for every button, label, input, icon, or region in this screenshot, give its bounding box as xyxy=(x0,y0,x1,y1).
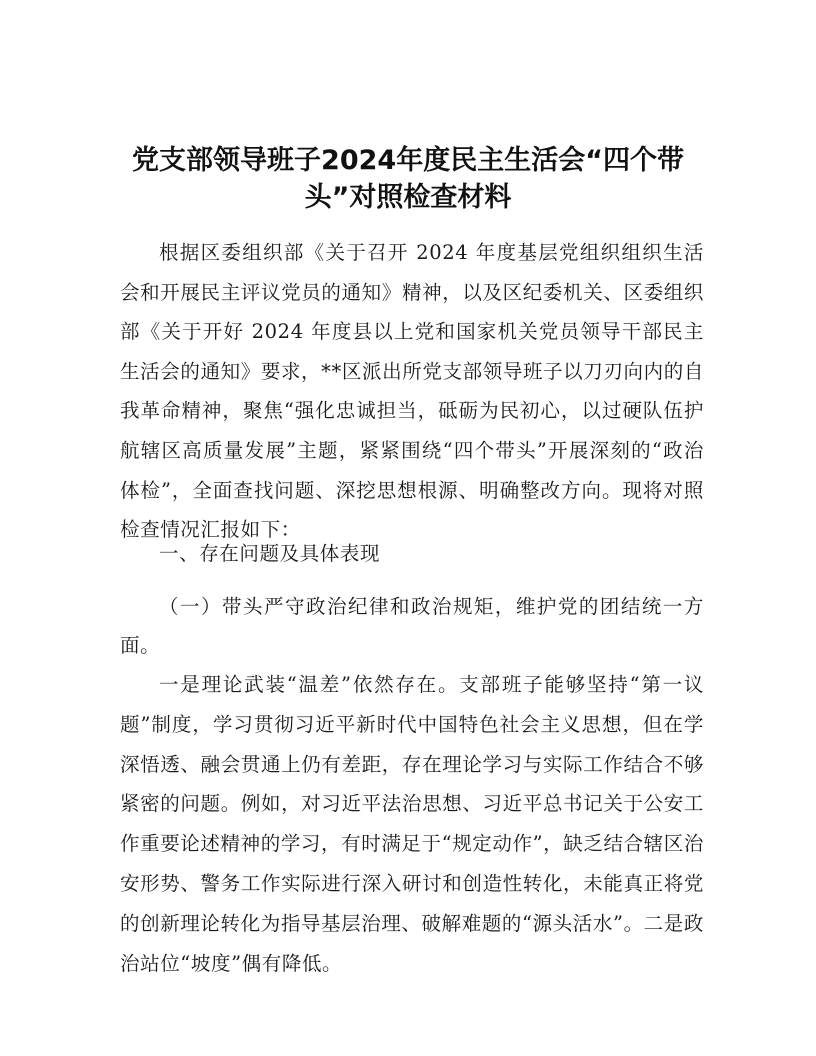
body-paragraph: 一是理论武装“温差”依然存在。支部班子能够坚持“第一议题”制度，学习贯彻习近平新时代中国特色社会主义思想，但在学深悟透、融会贯通上仍有差距，存在理论学习与实际工作结合不够紧密的问题。例如，对习近平法治思想、习近平总书记关于公安工作重要论述精神的学习，有时满足于“规定动作”，缺乏结合辖区治安形势、警务工作实际进行深入研讨和创造性转化，未能真正将党的创新理论转化为指导基层治理、破解难题的“源头活水”。二是政治站位“坡度”偶有降低。 xyxy=(120,673,704,975)
document-title: 党支部领导班子2024年度民主生活会“四个带头”对照检查材料 xyxy=(132,145,684,213)
section-heading: 一、存在问题及具体表现 xyxy=(159,542,381,565)
intro-paragraph: 根据区委组织部《关于召开 2024 年度基层党组织组织生活会和开展民主评议党员的通知》精神，以及区纪委机关、区委组织部《关于开好 2024 年度县以上党和国家机关党员领导干部民主生活会的通知》要求，**区派出所党支部领导班子以刀刃向内的自我革命精神，聚焦“强化忠诚担当，砥砺为民初心，以过硬队伍护航辖区高质量发展”主题，紧紧围绕“四个带头”开展深刻的“政治体检”，全面查找问题、深挖思想根源、明确整改方向。现将对照检查情况汇报如下： xyxy=(120,241,704,542)
subsection-heading: （一）带头严守政治纪律和政治规矩，维护党的团结统一方面。 xyxy=(120,595,704,657)
